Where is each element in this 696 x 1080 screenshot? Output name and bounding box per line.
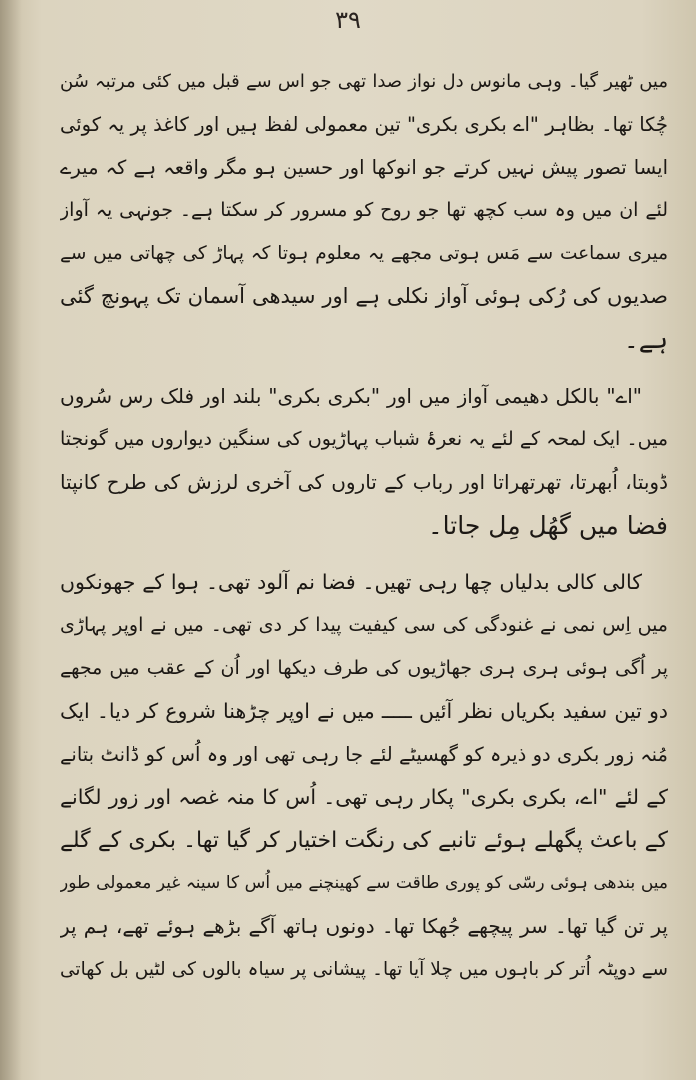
text-line: کے لئے "اے، بکری بکری" پکار رہی تھی۔ اُس کا منہ غصہ اور زور لگانے — [60, 785, 668, 809]
text-line: ہے۔ — [624, 325, 668, 354]
text-line: میں۔ ایک لمحہ کے لئے یہ نعرۂ شباب پہاڑیوں کی سنگین دیواروں میں گونجتا — [60, 428, 668, 450]
text-line: "اے" بالکل دھیمی آواز میں اور "بکری بکری" بلند اور فلک رس سُروں — [60, 384, 642, 408]
page-number: ۳۹ — [335, 6, 361, 34]
paragraph-1 — [60, 60, 668, 361]
paragraph-2 — [60, 375, 668, 547]
text-line: میں اِس نمی نے غنودگی کی سی کیفیت پیدا کر دی تھی۔ میں نے اوپر پہاڑی — [60, 614, 668, 636]
text-line: پر تن گیا تھا۔ سر پیچھے جُھکا تھا۔ دونوں ہاتھ آگے بڑھے ہوئے تھے، ہم پر — [60, 914, 668, 938]
text-line: صدیوں کی رُکی ہوئی آواز نکلی ہے اور سیدھی آسمان تک پہونچ گئی — [60, 284, 668, 308]
text-line: ڈوبتا، اُبھرتا، تھرتھراتا اور رباب کے تاروں کی آخری لرزش کی طرح کانپتا — [60, 470, 668, 494]
text-line: میری سماعت سے مَس ہوتی مجھے یہ معلوم ہوتا کہ پہاڑ کی چھاتی میں سے — [60, 243, 668, 264]
text-line: کالی کالی بدلیاں چھا رہی تھیں۔ فضا نم آلود تھی۔ ہوا کے جھونکوں — [60, 570, 642, 594]
text-line: فضا میں گھُل مِل جاتا۔ — [428, 511, 668, 540]
text-line: سے دوپٹہ اُتر کر باہوں میں چلا آیا تھا۔ پیشانی پر سیاہ بالوں کی لٹیں بل کھاتی — [60, 959, 668, 980]
text-line: کے باعث پگھلے ہوئے تانبے کی رنگت اختیار کر گیا تھا۔ بکری کے گلے — [60, 828, 668, 853]
paragraph-gap — [60, 547, 668, 561]
text-line: ایسا تصور پیش نہیں کرتے جو انوکھا اور حسین ہو مگر واقعہ ہے کہ میرے — [60, 156, 668, 179]
text-line: چُکا تھا۔ بظاہر "اے بکری بکری" تین معمولی لفظ ہیں اور کاغذ پر یہ کوئی — [60, 113, 668, 136]
body-text — [60, 60, 668, 991]
text-line: میں بندھی ہوئی رسّی کو پوری طاقت سے کھینچنے میں اُس کا سینہ غیر معمولی طور — [60, 873, 668, 893]
text-line: دو تین سفید بکریاں نظر آئیں ـــــ میں نے اوپر چڑھنا شروع کر دیا۔ ایک — [60, 699, 668, 723]
paragraph-gap — [60, 361, 668, 375]
text-line: مُنہ زور بکری دو ذیرہ کو گھسیٹے لئے جا رہی تھی اور وہ اُس کو ڈانٹ بتانے — [60, 743, 668, 766]
text-line: میں ٹھیر گیا۔ وہی مانوس دل نواز صدا تھی جو اس سے قبل میں کئی مرتبہ سُن — [60, 71, 668, 92]
paragraph-3 — [60, 561, 668, 991]
text-line: پر اُگی ہوئی ہری ہری جھاڑیوں کی طرف دیکھا اور اُن کے عقب میں مجھے — [60, 657, 668, 679]
text-line: لئے ان میں وہ سب کچھ تھا جو روح کو مسرور کر سکتا ہے۔ جونہی یہ آواز — [60, 199, 668, 221]
spine-shadow — [0, 0, 22, 1080]
